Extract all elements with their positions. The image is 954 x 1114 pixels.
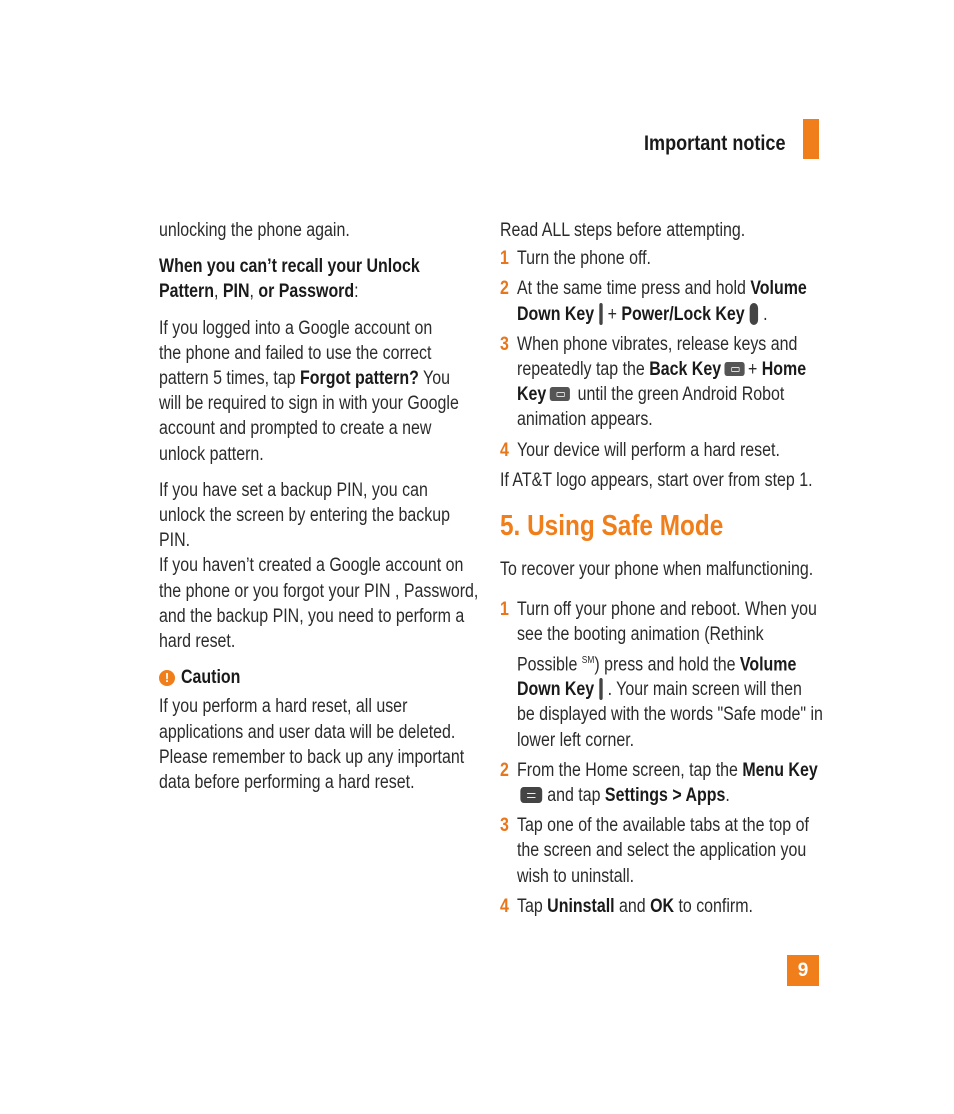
text-line: hard reset. [159,631,236,653]
text-line: If you have set a backup PIN, you can [159,479,428,501]
hard-reset-step [500,332,830,433]
home-key-icon [550,387,570,401]
safe-mode-step [500,758,830,808]
text-line: unlock pattern. [159,443,264,465]
step-number: 4 [500,439,509,461]
text-line: Your device will perform a hard reset. [517,439,780,461]
recall-heading [159,254,489,304]
volume-down-key-icon [599,678,602,700]
text-line: the phone or you forgot your PIN , Password, [159,580,479,602]
text-line: be displayed with the words "Safe mode" in [517,704,823,726]
text-line: wish to uninstall. [517,865,635,887]
text-line: unlock the screen by entering the backup [159,505,451,527]
step-number: 1 [500,599,509,621]
text-line: From the Home screen, tap the Menu Key [517,759,818,781]
text-line: Tap one of the available tabs at the top of [517,815,809,837]
text-line: the phone and failed to use the correct [159,342,432,364]
text-line: Pattern, PIN, or Password: [159,281,359,303]
caution-block [159,665,489,795]
text-line: animation appears. [517,409,653,431]
text-line: If you haven’t created a Google account on [159,555,464,577]
text-line: When phone vibrates, release keys and [517,333,798,355]
text-line: Turn the phone off. [517,248,651,270]
text-line: the screen and select the application you [517,840,807,862]
text-line: If you perform a hard reset, all user [159,696,408,718]
step-number: 4 [500,895,509,917]
text-line: repeatedly tap the Back Key + Home [517,359,807,381]
text-line: Tap Uninstall and OK to confirm. [517,895,753,917]
menu-key-icon [520,787,542,803]
backup-pin-paragraph [159,478,489,654]
step-number: 2 [500,278,509,300]
text-line: Down Key + Power/Lock Key . [517,303,768,325]
header-accent-bar [803,119,819,159]
volume-down-key-icon [599,303,602,325]
hard-reset-outro: If AT&T logo appears, start over from step 1. [500,469,813,491]
step-number: 1 [500,248,509,270]
page-number: 9 [787,955,819,986]
text-line: PIN. [159,530,191,552]
text-line: and tap Settings > Apps. [517,783,780,808]
text-line: will be required to sign in with your Google [159,393,459,415]
text-line: applications and user data will be deleted. [159,721,456,743]
caution-label: Caution [181,667,241,689]
text-line: If you logged into a Google account on [159,317,433,339]
step-number: 3 [500,333,509,355]
hard-reset-intro: Read ALL steps before attempting. [500,220,746,241]
step-number: 3 [500,815,509,837]
caution-title [159,665,489,690]
power-lock-key-icon [750,303,758,325]
text-line: and the backup PIN, you need to perform a [159,605,465,627]
text-line: lower left corner. [517,729,635,751]
header-title: Important notice [644,132,786,155]
text-line: data before performing a hard reset. [159,772,415,794]
text-line: unlocking the phone again. [159,220,350,241]
step-number: 2 [500,759,509,781]
text-line: see the booting animation (Rethink [517,624,764,646]
google-account-paragraph [159,316,489,467]
safe-mode-intro: To recover your phone when malfunctioning. [500,559,814,581]
safe-mode-step [500,894,830,919]
caution-icon: ! [159,670,175,686]
continuation-paragraph [159,218,489,243]
safe-mode-step [500,597,830,753]
text-line: Please remember to back up any important [159,746,465,768]
text-line: account and prompted to create a new [159,418,432,440]
text-line: Turn off your phone and reboot. When you [517,599,817,621]
text-line: At the same time press and hold Volume [517,278,807,300]
back-key-icon [724,362,744,376]
hard-reset-step [500,438,830,463]
text-line: Key until the green Android Robot [517,384,785,406]
section-heading: 5. Using Safe Mode [500,510,724,543]
right-column [500,218,830,924]
text-line: When you can’t recall your Unlock [159,256,420,278]
text-line: Possible ℠) press and hold the Volume [517,653,797,675]
safe-mode-step [500,813,830,889]
text-line: pattern 5 times, tap Forgot pattern? You [159,368,450,390]
left-column [159,218,489,795]
hard-reset-step [500,246,830,271]
text-line: Down Key . Your main screen will then [517,679,802,701]
hard-reset-step [500,276,830,326]
